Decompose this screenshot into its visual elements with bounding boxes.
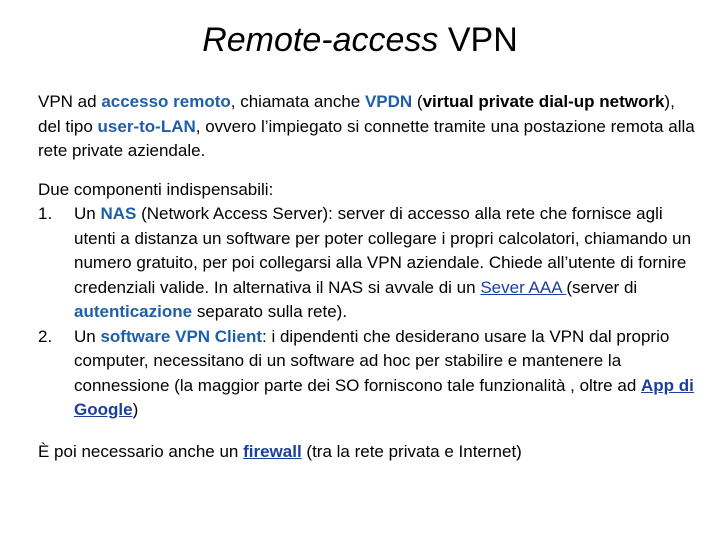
list-number: 1. <box>38 204 53 223</box>
components-heading: Due componenti indispensabili: <box>38 179 274 199</box>
term-vpdn: VPDN <box>364 92 413 111</box>
term-nas: NAS <box>100 204 137 223</box>
item-text: (server di <box>566 277 638 297</box>
item-text: ) <box>132 400 139 419</box>
item-text: Un <box>74 204 101 223</box>
term-virtual-private-dial-up: virtual private dial-up network <box>422 92 665 111</box>
intro-text: VPN ad <box>38 92 102 111</box>
title-italic: Remote-access <box>202 21 439 59</box>
components-list <box>38 202 698 423</box>
intro-text: ), del tipo <box>38 92 675 136</box>
title-rest: VPN <box>447 21 518 59</box>
link-app-di-google[interactable]: App di Google <box>74 375 694 419</box>
link-sever-aaa[interactable]: Sever AAA <box>480 277 567 297</box>
intro-paragraph <box>38 90 698 164</box>
term-accesso-remoto: accesso remoto <box>101 92 231 111</box>
list-item <box>38 325 698 423</box>
closing-paragraph <box>38 440 698 465</box>
item-text: : i dipendenti che desiderano usare la VPN dal proprio computer, necessitano di un software ad hoc per stabilire e mantenere la connessione (la maggior parte dei SO forniscono tale funzionalità , oltre ad <box>74 326 670 395</box>
item-text: (Network Access Server): server di accesso alla rete che fornisce agli utenti a distanza un software per poter collegare i propri calcolatori, chiamando un numero gratuito, per poi collegarsi alla VPN aziendale. Chiede all’utente di fornire credenziali valide. In alternativa il NAS si avvale di un <box>74 204 692 297</box>
slide-body <box>38 90 698 464</box>
intro-text: ( <box>412 92 423 111</box>
item-text: Un <box>74 326 101 346</box>
term-user-to-lan: user-to-LAN <box>97 116 196 136</box>
list-number: 2. <box>38 326 53 346</box>
intro-text: , ovvero l’impiegato si connette tramite una postazione remota alla rete private aziendale. <box>38 116 695 160</box>
slide-title <box>0 18 720 62</box>
intro-text: , chiamata anche <box>230 92 365 111</box>
closing-text: (tra la rete privata e Internet) <box>301 441 522 461</box>
closing-text: È poi necessario anche un <box>38 441 244 461</box>
term-software-vpn-client: software VPN Client <box>100 326 263 346</box>
list-item <box>38 202 698 325</box>
item-text: separato sulla rete). <box>192 302 348 321</box>
link-firewall[interactable]: firewall <box>243 441 302 461</box>
term-autenticazione: autenticazione <box>74 302 193 321</box>
